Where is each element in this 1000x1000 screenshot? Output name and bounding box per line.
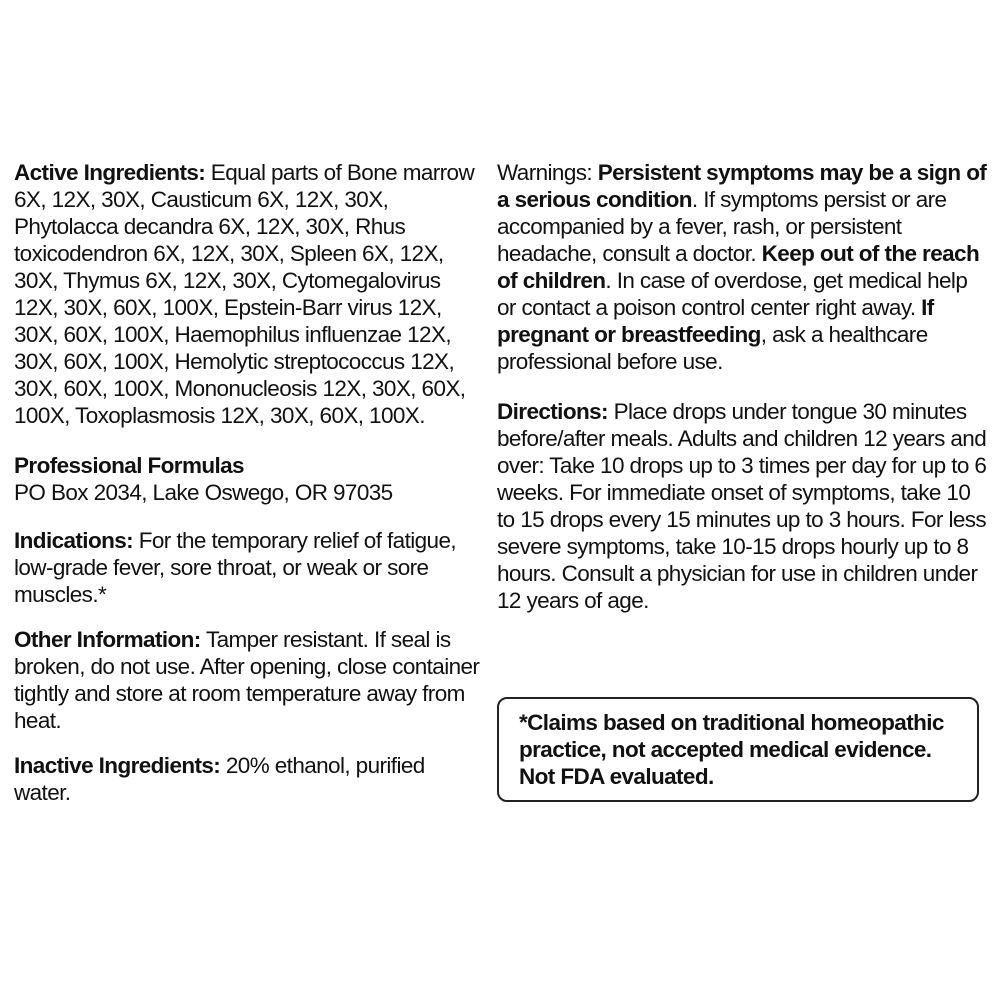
claims-disclaimer-box [497,697,979,802]
inactive-ingredients-section [14,752,486,806]
warnings-bold-3: If pregnant or breastfeeding [497,295,934,347]
claims-disclaimer-text: *Claims based on traditional homeopathic practice, not accepted medical evidence. Not FDA evaluated. [519,710,944,789]
active-ingredients-text: Equal parts of Bone marrow 6X, 12X, 30X, Causticum 6X, 12X, 30X, Phytolacca decandra 6X, 12X, 30X, Rhus toxicodendron 6X, 12X, 30X, Spleen 6X, 12X, 30X, Thymus 6X, 12X, 30X, Cytomegalovirus 12X, 30X, 60X, 100X, Epstein-Barr virus 12X, 30X, 60X, 100X, Haemophilus influenzae 12X, 30X, 60X, 100X, Hemolytic streptococcus 12X, 30X, 60X, 100X, Mononucleosis 12X, 30X, 60X, 100X, Toxoplasmosis 12X, 30X, 60X, 100X. [14,160,475,428]
company-name: Professional Formulas [14,453,244,478]
warnings-text-3: , ask a healthcare professional before use. [497,322,928,374]
indications-section [14,527,486,608]
directions-text: Place drops under tongue 30 minutes before/after meals. Adults and children 12 years and over: Take 10 drops up to 3 times per day for up to 6 weeks. For immediate onset of symptoms, take 10 to 15 drops every 15 minutes up to 3 hours. For less severe symptoms, take 10-15 drops hourly up to 8 hours. Consult a physician for use in children under 12 years of age. [497,399,987,613]
active-ingredients-section [14,159,486,429]
company-address: PO Box 2034, Lake Oswego, OR 97035 [14,480,393,505]
warnings-text-1: . If symptoms persist or are accompanied by a fever, rash, or persistent headache, consult a doctor. [497,187,947,266]
company-section [14,452,486,506]
indications-text: For the temporary relief of fatigue, low-grade fever, sore throat, or weak or sore muscles.* [14,528,457,607]
left-column [14,159,486,806]
inactive-ingredients-text: 20% ethanol, purified water. [14,753,425,805]
warnings-bold-2: Keep out of the reach of children [497,241,980,293]
other-information-section [14,626,486,734]
right-column [497,159,989,614]
warnings-label: Warnings: [497,160,598,185]
other-information-text: Tamper resistant. If seal is broken, do not use. After opening, close container tightly and store at room temperature away from heat. [14,627,480,733]
directions-label: Directions: [497,399,608,424]
warnings-text-2: . In case of overdose, get medical help or contact a poison control center right away. [497,268,968,320]
directions-section [497,398,989,614]
active-ingredients-label: Active Ingredients: [14,160,206,185]
indications-label: Indications: [14,528,134,553]
other-information-label: Other Information: [14,627,201,652]
warnings-section [497,159,989,375]
inactive-ingredients-label: Inactive Ingredients: [14,753,221,778]
warnings-bold-1: Persistent symptoms may be a sign of a serious condition [497,160,987,212]
